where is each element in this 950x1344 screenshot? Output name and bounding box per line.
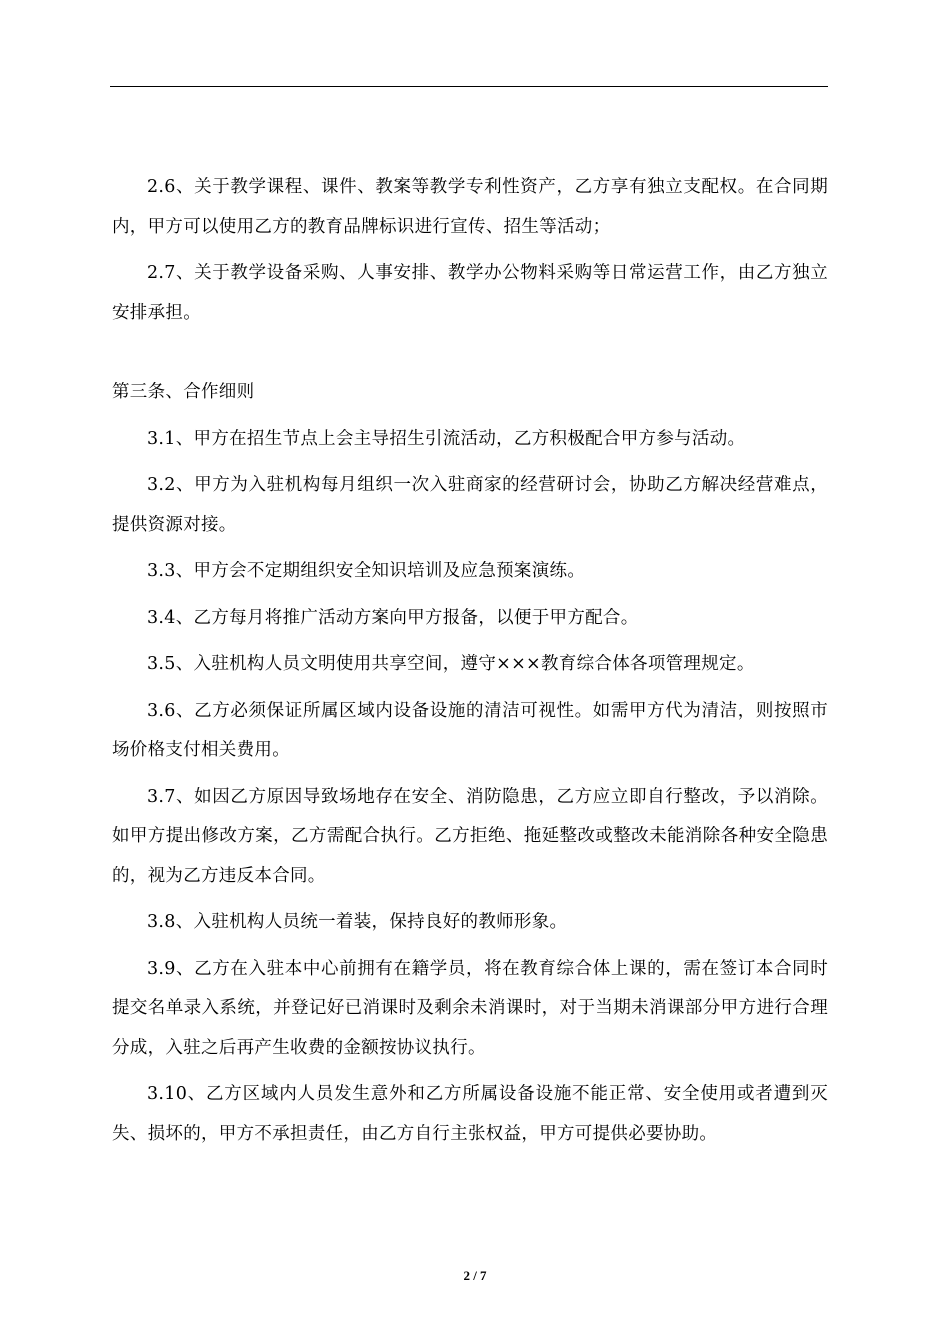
page-number: 2 / 7 xyxy=(463,1268,487,1283)
clause-3-10: 3.10、乙方区域内人员发生意外和乙方所属设备设施不能正常、安全使用或者遭到灭失、损坏的，甲方不承担责任，由乙方自行主张权益，甲方可提供必要协助。 xyxy=(112,1084,828,1144)
clause-3-7: 3.7、如因乙方原因导致场地存在安全、消防隐患，乙方应立即自行整改，予以消除。如甲方提出修改方案，乙方需配合执行。乙方拒绝、拖延整改或整改未能消除各种安全隐患的，视为乙方违反本合同。 xyxy=(112,786,828,886)
clause-2-7: 2.7、关于教学设备采购、人事安排、教学办公物料采购等日常运营工作，由乙方独立安排承担。 xyxy=(112,263,828,323)
clause-3-9: 3.9、乙方在入驻本中心前拥有在籍学员，将在教育综合体上课的，需在签订本合同时提交名单录入系统，并登记好已消课时及剩余未消课时，对于当期未消课部分甲方进行合理分成，入驻之后再产生收费的金额按协议执行。 xyxy=(112,958,828,1058)
clause-3-2: 3.2、甲方为入驻机构每月组织一次入驻商家的经营研讨会，协助乙方解决经营难点，提供资源对接。 xyxy=(112,475,828,535)
document-body xyxy=(112,168,828,1161)
clause-3-4: 3.4、乙方每月将推广活动方案向甲方报备，以便于甲方配合。 xyxy=(147,607,639,628)
clause-3-8: 3.8、入驻机构人员统一着装，保持良好的教师形象。 xyxy=(147,912,568,932)
clause-3-3: 3.3、甲方会不定期组织安全知识培训及应急预案演练。 xyxy=(147,561,586,581)
clause-3-5: 3.5、入驻机构人员文明使用共享空间，遵守×××教育综合体各项管理规定。 xyxy=(147,654,755,674)
clause-3-1: 3.1、甲方在招生节点上会主导招生引流活动，乙方积极配合甲方参与活动。 xyxy=(147,428,746,449)
section-title: 第三条、合作细则 xyxy=(112,382,255,402)
clause-3-6: 3.6、乙方必须保证所属区域内设备设施的清洁可视性。如需甲方代为清洁，则按照市场价格支付相关费用。 xyxy=(112,700,828,760)
header-rule xyxy=(110,86,828,87)
clause-2-6: 2.6、关于教学课程、课件、教案等教学专利性资产，乙方享有独立支配权。在合同期内，甲方可以使用乙方的教育品牌标识进行宣传、招生等活动； xyxy=(112,177,828,237)
